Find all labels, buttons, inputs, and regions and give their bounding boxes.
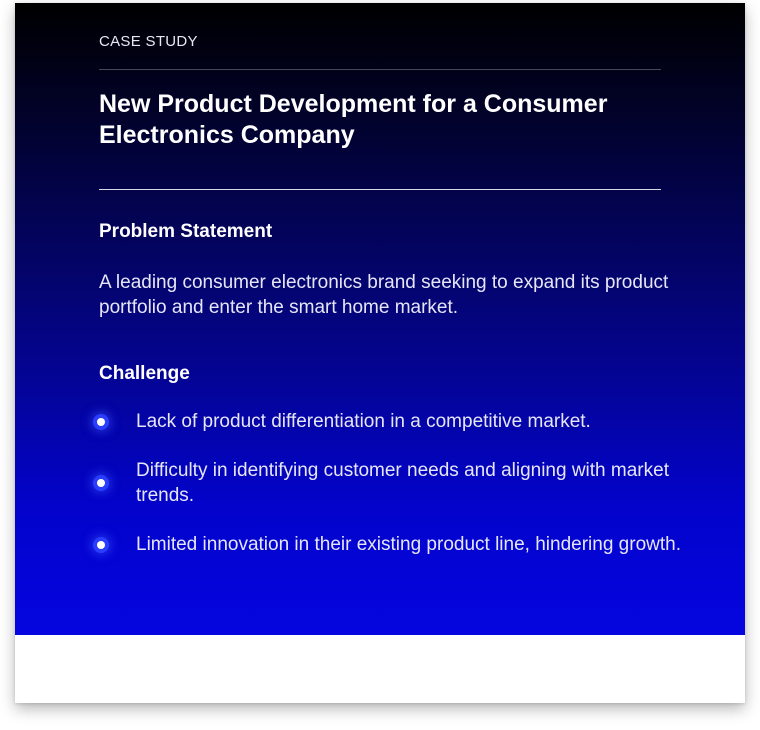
problem-heading: Problem Statement	[99, 221, 273, 242]
bullet-dot-icon	[97, 418, 105, 426]
bullet-dot-icon	[97, 479, 105, 487]
list-item	[99, 532, 719, 557]
case-study-card	[15, 3, 745, 703]
eyebrow-label: CASE STUDY	[99, 33, 198, 50]
title-divider	[99, 189, 661, 190]
bullet-dot-icon	[97, 541, 105, 549]
page-title: New Product Development for a Consumer Electronics Company	[99, 90, 608, 149]
problem-text: A leading consumer electronics brand seeking to expand its product portfolio and enter the smart home market.	[99, 272, 669, 318]
list-item	[99, 409, 719, 434]
list-item-text: Limited innovation in their existing product line, hindering growth.	[136, 534, 681, 555]
list-item-text: Difficulty in identifying customer needs and aligning with market trends.	[136, 460, 669, 506]
list-item-text: Lack of product differentiation in a competitive market.	[136, 411, 591, 432]
challenge-list	[99, 409, 719, 581]
challenge-heading: Challenge	[99, 363, 190, 384]
top-divider	[99, 69, 661, 70]
case-study-hero	[15, 3, 745, 635]
list-item	[99, 458, 719, 508]
